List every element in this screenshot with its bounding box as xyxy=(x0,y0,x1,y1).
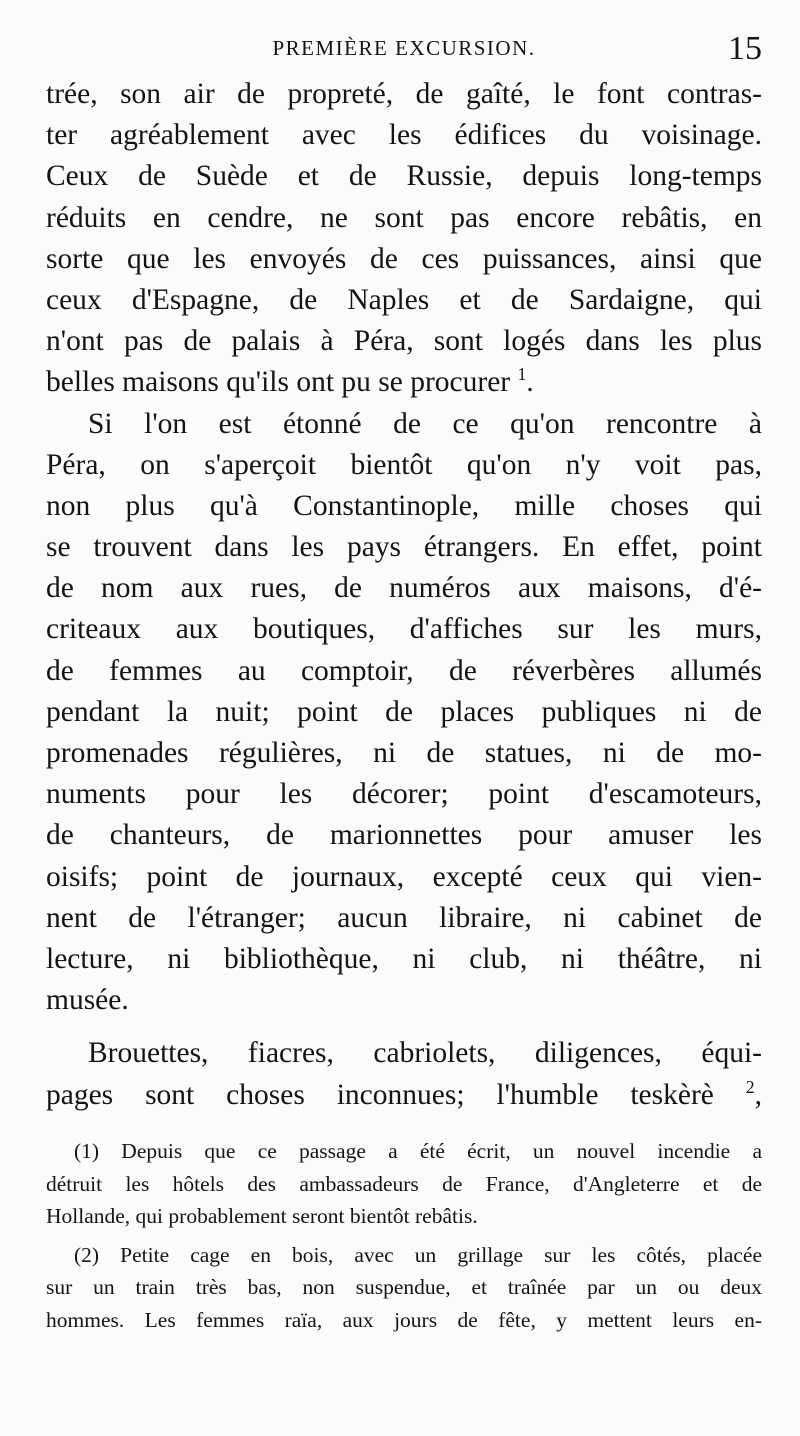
text-line: Brouettes, fiacres, cabriolets, diligences, équi- xyxy=(88,1037,762,1070)
text-line: criteaux aux boutiques, d'affiches sur les murs, xyxy=(46,613,762,646)
text-line: de chanteurs, de marionnettes pour amuser les xyxy=(46,819,762,852)
text-line: pendant la nuit; point de places publiques ni de xyxy=(46,695,762,728)
text-line: Péra, on s'aperçoit bientôt qu'on n'y voit pas, xyxy=(46,448,762,481)
main-text xyxy=(46,74,762,1116)
trailing-comma: , xyxy=(754,1078,763,1111)
text-line: numents pour les décorer; point d'escamoteurs, xyxy=(46,778,762,811)
text-line: ceux d'Espagne, de Naples et de Sardaigne, qui xyxy=(46,283,762,316)
footnote-ref-1: 1 xyxy=(517,364,527,385)
text-line: réduits en cendre, ne sont pas encore rebâtis, en xyxy=(46,201,762,234)
text-line: ter agréablement avec les édifices du voisinage. xyxy=(46,119,762,152)
footnote-line: sur un train très bas, non suspendue, et traînée par un ou deux xyxy=(46,1275,762,1299)
text-line: Si l'on est étonné de ce qu'on rencontre à xyxy=(88,407,762,440)
period: . xyxy=(526,366,534,399)
text-line: nent de l'étranger; aucun libraire, ni cabinet de xyxy=(46,901,762,934)
text-line: oisifs; point de journaux, excepté ceux qui vien- xyxy=(46,860,762,893)
text-line: lecture, ni bibliothèque, ni club, ni théâtre, ni xyxy=(46,942,762,975)
footnote-line: Hollande, qui probablement seront bientôt rebâtis. xyxy=(46,1204,478,1228)
text-line xyxy=(46,362,762,403)
text-line-content: belles maisons qu'ils ont pu se procurer xyxy=(46,366,511,399)
running-title: PREMIÈRE EXCURSION. xyxy=(272,36,536,60)
text-line: trée, son air de propreté, de gaîté, le font contras- xyxy=(46,78,762,110)
text-line: de nom aux rues, de numéros aux maisons, d'é- xyxy=(46,572,762,605)
text-line: se trouvent dans les pays étrangers. En effet, point xyxy=(46,531,762,564)
footnote-line: (1) Depuis que ce passage a été écrit, un nouvel incendie a xyxy=(74,1139,762,1163)
text-line xyxy=(46,1075,762,1116)
footnote-line: hommes. Les femmes raïa, aux jours de fête, y mettent leurs en- xyxy=(46,1307,762,1332)
footnote-line: (2) Petite cage en bois, avec un grillage sur les côtés, placée xyxy=(74,1242,762,1267)
text-line: sorte que les envoyés de ces puissances, ainsi que xyxy=(46,242,762,275)
text-line: Ceux de Suède et de Russie, depuis long-temps xyxy=(46,160,762,193)
text-line: musée. xyxy=(46,984,129,1017)
paragraph-gap xyxy=(46,1021,762,1033)
text-line: de femmes au comptoir, de réverbères allumés xyxy=(46,654,762,687)
footnote-ref-2: 2 xyxy=(745,1076,755,1097)
page-number: 15 xyxy=(728,30,762,67)
text-line-content: pages sont choses inconnues; l'humble teskèrè xyxy=(46,1078,714,1111)
page-header xyxy=(46,32,762,72)
footnotes xyxy=(46,1135,762,1336)
text-line: non plus qu'à Constantinople, mille choses qui xyxy=(46,489,762,522)
footnote-line: détruit les hôtels des ambassadeurs de France, d'Angleterre et de xyxy=(46,1171,762,1196)
text-line: n'ont pas de palais à Péra, sont logés dans les plus xyxy=(46,325,762,358)
text-line: promenades régulières, ni de statues, ni de mo- xyxy=(46,737,762,769)
